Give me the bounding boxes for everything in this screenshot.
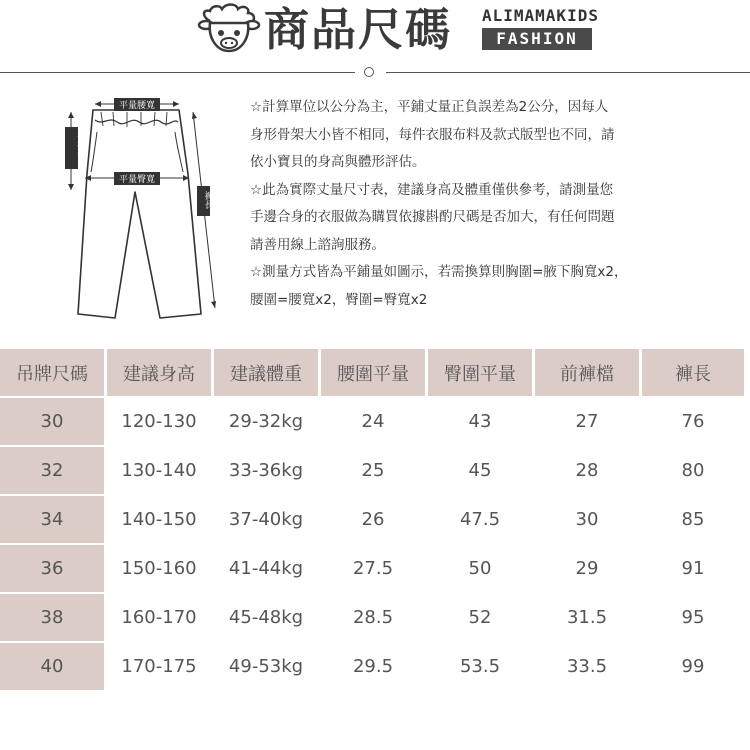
size-table	[0, 349, 747, 692]
table-cell: 27	[535, 398, 642, 447]
table-row	[0, 643, 747, 692]
sheep-icon	[196, 3, 262, 55]
size-notes	[250, 94, 730, 314]
table-cell: 49-53kg	[214, 643, 321, 692]
waist-label: 平量腰寬	[118, 101, 156, 111]
table-cell: 47.5	[428, 496, 535, 545]
table-cell: 50	[428, 545, 535, 594]
pants-outline	[78, 110, 201, 318]
table-cell: 26	[321, 496, 428, 545]
table-row	[0, 545, 747, 594]
note-line: ☆此為實際丈量尺寸表，建議身高及體重僅供參考，請測量您	[250, 181, 614, 198]
pants-diagram	[55, 92, 230, 324]
table-cell: 150-160	[107, 545, 214, 594]
size-cell: 34	[0, 496, 107, 545]
table-cell: 30	[535, 496, 642, 545]
rise-label: 褲檔長	[58, 131, 85, 141]
note-line: 腰圍=腰寬x2，臀圍=臀寬x2	[250, 291, 428, 308]
table-cell: 170-175	[107, 643, 214, 692]
brand-name: ALIMAMAKIDS	[482, 6, 599, 25]
table-cell: 25	[321, 447, 428, 496]
table-row	[0, 594, 747, 643]
table-cell: 29-32kg	[214, 398, 321, 447]
size-cell: 32	[0, 447, 107, 496]
note-line: 請善用線上諮詢服務。	[250, 236, 385, 253]
column-header: 褲長	[642, 349, 747, 398]
table-cell: 33-36kg	[214, 447, 321, 496]
table-cell: 29	[535, 545, 642, 594]
table-header-row	[0, 349, 747, 398]
size-cell: 38	[0, 594, 107, 643]
table-cell: 28	[535, 447, 642, 496]
length-label: 褲長	[194, 191, 213, 201]
table-cell: 27.5	[321, 545, 428, 594]
column-header: 臀圍平量	[428, 349, 535, 398]
table-cell: 33.5	[535, 643, 642, 692]
column-header: 吊牌尺碼	[0, 349, 107, 398]
table-row	[0, 398, 747, 447]
note-line: ☆測量方式皆為平鋪量如圖示，若需換算則胸圍=腋下胸寬x2，	[250, 264, 628, 280]
note-line: 身形骨架大小皆不相同，每件衣服布料及款式版型也不同，請	[250, 126, 615, 143]
table-cell: 80	[642, 447, 747, 496]
size-cell: 40	[0, 643, 107, 692]
table-cell: 85	[642, 496, 747, 545]
divider-right	[386, 72, 750, 73]
table-cell: 76	[642, 398, 747, 447]
table-cell: 24	[321, 398, 428, 447]
table-cell: 52	[428, 594, 535, 643]
table-cell: 91	[642, 545, 747, 594]
note-line: 依小寶貝的身高與體形評估。	[250, 154, 426, 170]
brand-tag: FASHION	[482, 28, 592, 50]
column-header: 建議體重	[214, 349, 321, 398]
table-cell: 53.5	[428, 643, 535, 692]
note-line: ☆計算單位以公分為主，平鋪丈量正負誤差為2公分，因每人	[250, 99, 609, 115]
table-cell: 130-140	[107, 447, 214, 496]
table-cell: 29.5	[321, 643, 428, 692]
table-cell: 160-170	[107, 594, 214, 643]
size-cell: 30	[0, 398, 107, 447]
column-header: 前褲檔	[535, 349, 642, 398]
page-title: 商品尺碼	[264, 3, 453, 56]
table-cell: 43	[428, 398, 535, 447]
hip-label: 平量臀寬	[118, 175, 156, 185]
table-cell: 140-150	[107, 496, 214, 545]
size-cell: 36	[0, 545, 107, 594]
table-cell: 28.5	[321, 594, 428, 643]
divider-circle	[364, 67, 374, 77]
table-cell: 37-40kg	[214, 496, 321, 545]
table-cell: 120-130	[107, 398, 214, 447]
header	[0, 0, 750, 65]
table-cell: 41-44kg	[214, 545, 321, 594]
table-cell: 99	[642, 643, 747, 692]
table-row	[0, 447, 747, 496]
divider-left	[0, 72, 355, 73]
column-header: 腰圍平量	[321, 349, 428, 398]
table-cell: 45	[428, 447, 535, 496]
table-cell: 95	[642, 594, 747, 643]
note-line: 手邊合身的衣服做為購買依據斟酌尺碼是否加大，有任何問題	[250, 209, 615, 225]
table-cell: 31.5	[535, 594, 642, 643]
column-header: 建議身高	[107, 349, 214, 398]
table-cell: 45-48kg	[214, 594, 321, 643]
table-row	[0, 496, 747, 545]
